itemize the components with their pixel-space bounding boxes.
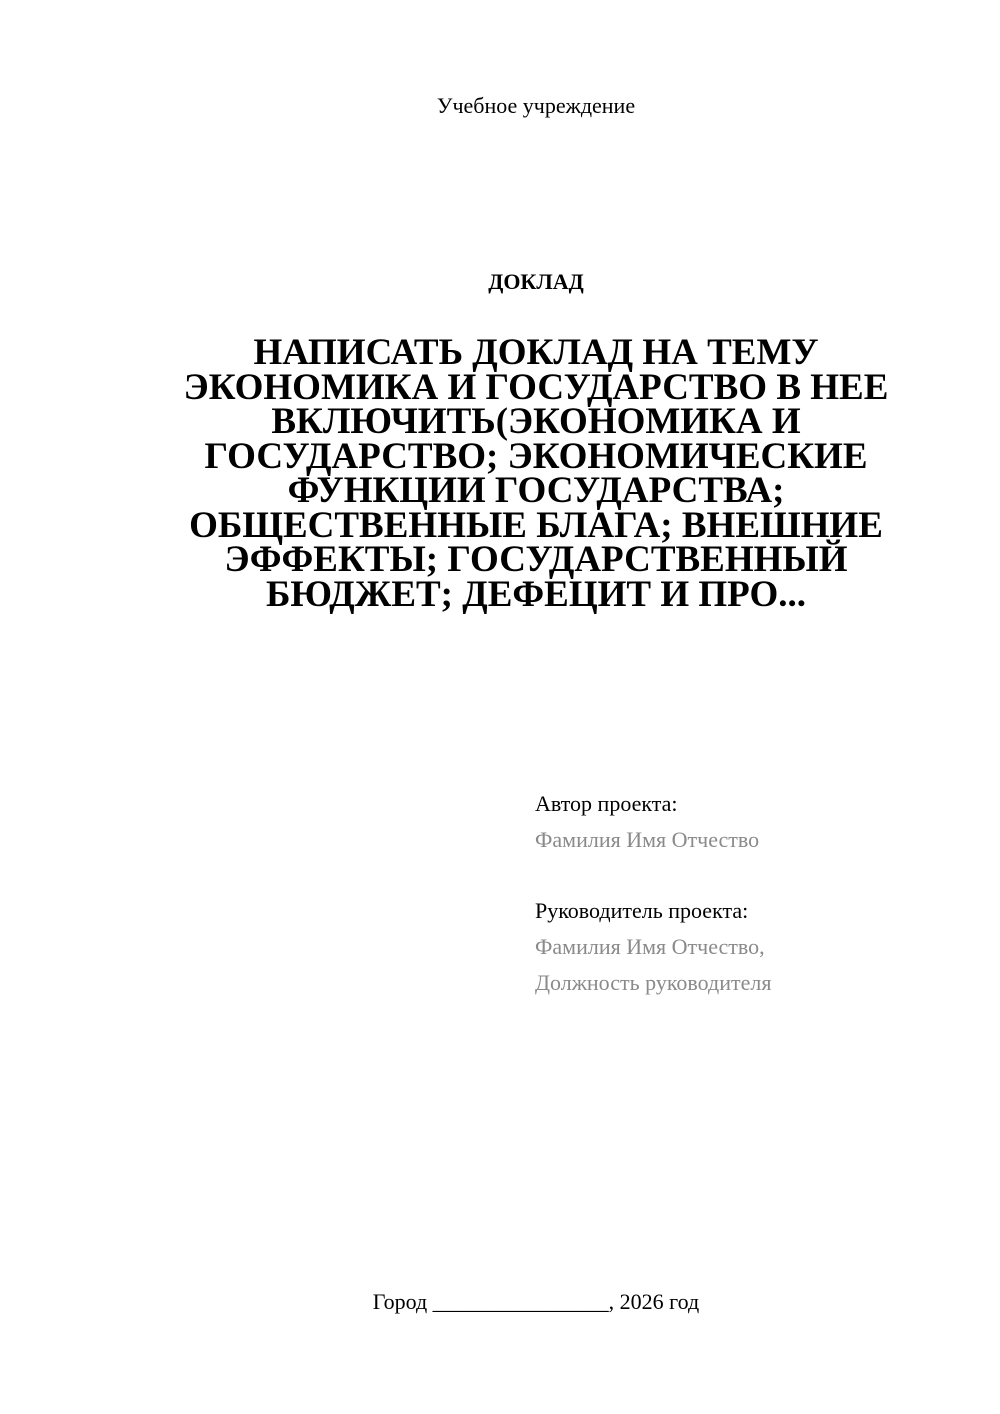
supervisor-block (535, 893, 975, 1001)
supervisor-label: Руководитель проекта: (535, 898, 749, 923)
topic-line: ОБЩЕСТВЕННЫЕ БЛАГА; ВНЕШНИЕ (189, 504, 883, 546)
topic-line: ВКЛЮЧИТЬ(ЭКОНОМИКА И (271, 401, 801, 442)
supervisor-position: Должность руководителя (535, 970, 772, 995)
topic-line: ЭКОНОМИКА И ГОСУДАРСТВО В НЕЕ (183, 366, 889, 408)
topic-line: ЭФФЕКТЫ; ГОСУДАРСТВЕННЫЙ (224, 539, 848, 580)
author-name: Фамилия Имя Отчество (535, 827, 760, 852)
topic-line: БЮДЖЕТ; ДЕФЕЦИТ И ПРО... (265, 573, 807, 615)
city-year-footer: Город ________________, 2026 год (372, 1289, 700, 1314)
author-block (535, 786, 975, 858)
institution-name: Учебное учреждение (436, 93, 636, 118)
supervisor-name: Фамилия Имя Отчество, (535, 934, 765, 959)
author-label: Автор проекта: (535, 791, 678, 816)
report-topic (150, 332, 922, 615)
topic-line: ФУНКЦИИ ГОСУДАРСТВА; (287, 470, 785, 511)
topic-line: НАПИСАТЬ ДОКЛАД НА ТЕМУ (253, 332, 819, 373)
topic-line: ГОСУДАРСТВО; ЭКОНОМИЧЕСКИЕ (204, 435, 868, 477)
document-type: ДОКЛАД (488, 269, 584, 294)
